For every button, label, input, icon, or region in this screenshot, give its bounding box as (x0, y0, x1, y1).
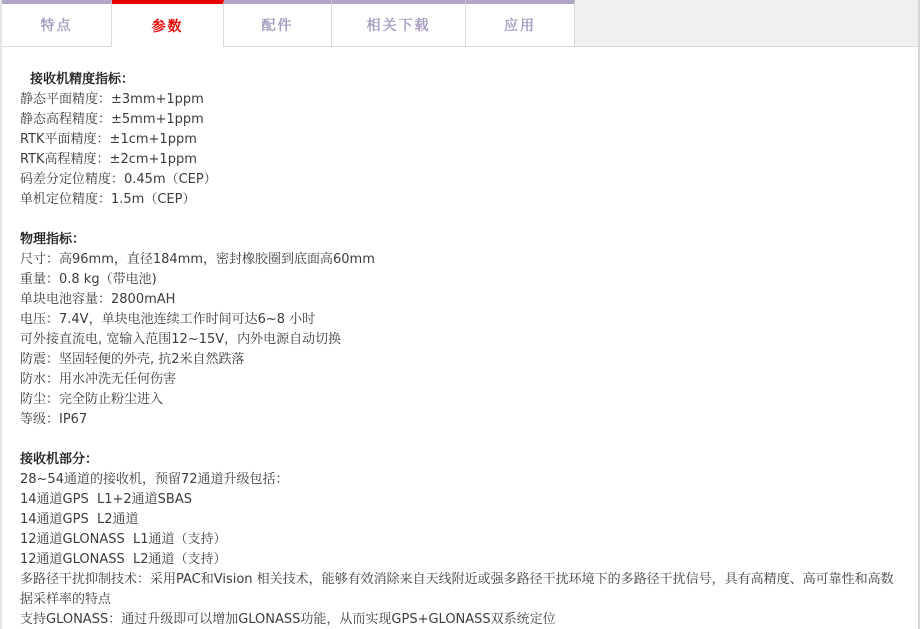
spec-line: 12通道GLONASS L2通道（支持） (20, 552, 227, 567)
section-heading: 接收机部分： (20, 452, 99, 467)
spec-line: 码差分定位精度：0.45m（CEP） (20, 172, 217, 187)
tab-applications[interactable]: 应用 (466, 0, 575, 47)
spec-line: 单机定位精度：1.5m（CEP） (20, 192, 196, 207)
tab-features[interactable]: 特点 (2, 0, 112, 47)
spec-line: 12通道GLONASS L1通道（支持） (20, 532, 227, 547)
spec-line: 单块电池容量：2800mAH (20, 292, 176, 307)
spec-section (20, 450, 904, 629)
spec-line: 防尘：完全防止粉尘进入 (20, 392, 164, 407)
spec-line: 防水：用水冲洗无任何伤害 (20, 372, 177, 387)
spec-line: 静态高程精度：±5mm+1ppm (20, 112, 204, 127)
tab-bar (2, 0, 918, 47)
spec-line: 多路径干扰抑制技术：采用PAC和Vision 相关技术，能够有效消除来自天线附近或强多路径干扰环境下的多路径干扰信号，具有高精度、高可靠性和高数据采样率的特点 (20, 572, 894, 607)
section-heading: 物理指标： (20, 232, 86, 247)
spec-section (20, 230, 904, 430)
spec-line: 电压：7.4V，单块电池连续工作时间可达6~8 小时 (20, 312, 316, 327)
spec-line: 尺寸：高96mm，直径184mm，密封橡胶圈到底面高60mm (20, 252, 375, 267)
spec-line: RTK高程精度：±2cm+1ppm (20, 152, 197, 167)
tab-accessories[interactable]: 配件 (224, 0, 332, 47)
spec-content (2, 47, 918, 629)
spec-section (20, 70, 904, 210)
spec-line: RTK平面精度：±1cm+1ppm (20, 132, 197, 147)
tab-downloads[interactable]: 相关下载 (332, 0, 466, 47)
spec-line: 14通道GPS L2通道 (20, 512, 139, 527)
tab-parameters[interactable]: 参数 (112, 0, 224, 47)
spec-line: 防震：坚固轻便的外壳, 抗2米自然跌落 (20, 352, 245, 367)
spec-line: 重量：0.8 kg（带电池) (20, 272, 157, 287)
spec-line: 14通道GPS L1+2通道SBAS (20, 492, 192, 507)
section-heading: 接收机精度指标： (30, 72, 135, 87)
spec-line: 28~54通道的接收机，预留72通道升级包括： (20, 472, 289, 487)
tab-bar-filler (575, 0, 918, 47)
spec-line: 可外接直流电, 宽输入范围12~15V，内外电源自动切换 (20, 332, 342, 347)
spec-line: 等级：IP67 (20, 412, 88, 427)
spec-line: 静态平面精度：±3mm+1ppm (20, 92, 204, 107)
spec-line: 支持GLONASS：通过升级即可以增加GLONASS功能，从而实现GPS+GLONASS双系统定位 (20, 612, 556, 627)
